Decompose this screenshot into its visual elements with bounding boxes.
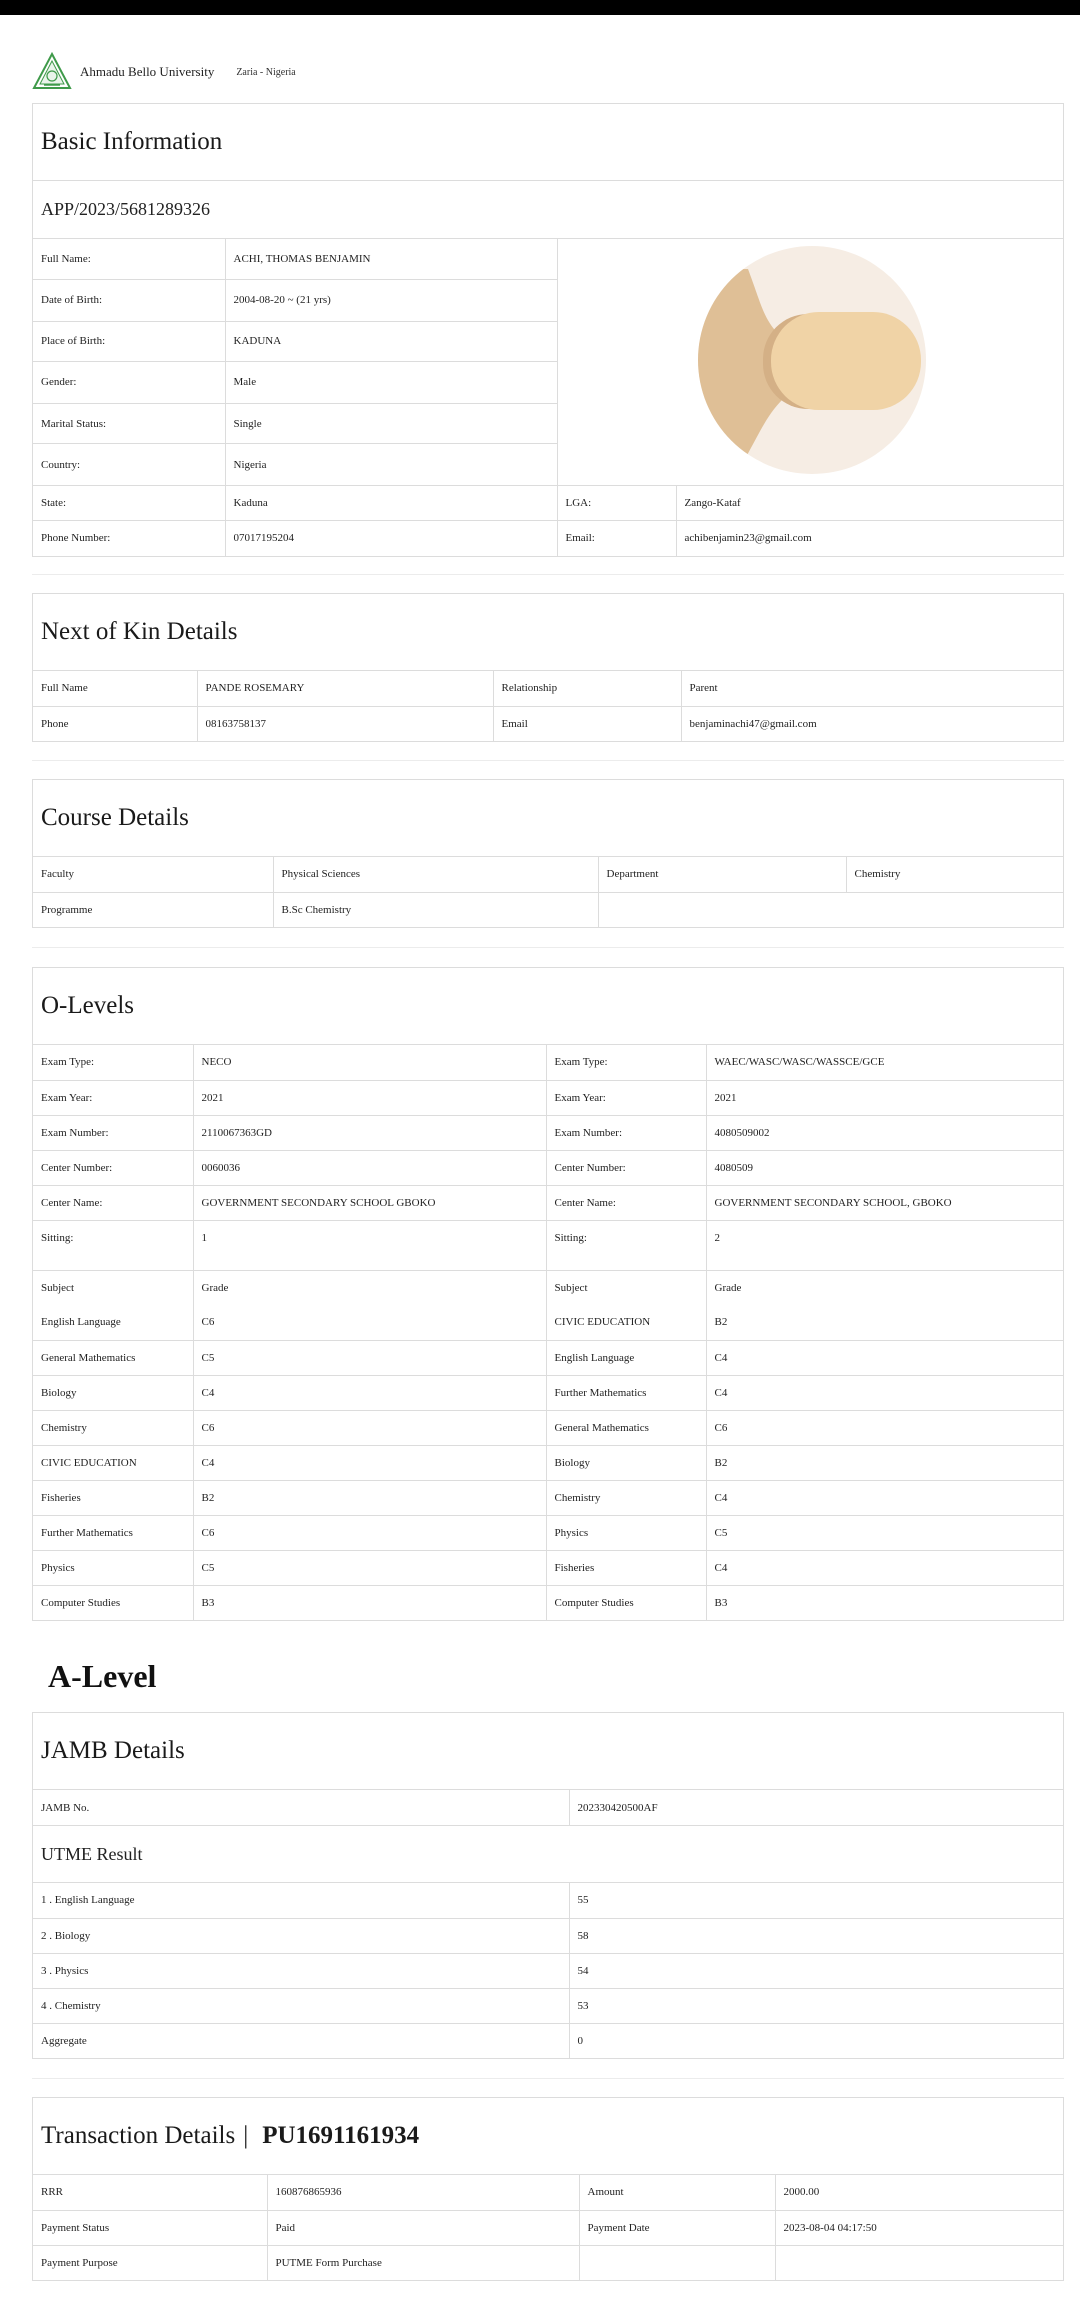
utme-subject: 2 . Biology	[33, 1918, 569, 1953]
table-row	[33, 1340, 1063, 1375]
marital-status-label: Marital Status:	[33, 403, 225, 444]
next-of-kin-table	[33, 671, 1063, 741]
top-bar	[0, 0, 1080, 15]
subject-name-2: Further Mathematics	[546, 1375, 706, 1410]
divider	[32, 760, 1064, 761]
exam-info-label-1: Exam Number:	[33, 1115, 193, 1150]
jamb-details-title: JAMB Details	[33, 1713, 1063, 1790]
empty-cell	[775, 2245, 1063, 2280]
table-row	[33, 1550, 1063, 1585]
full-name-value: ACHI, THOMAS BENJAMIN	[225, 239, 557, 280]
table-row	[33, 1790, 1063, 1825]
exam-info-value-2: 2	[706, 1220, 1063, 1255]
subject-grade-2: B2	[706, 1305, 1063, 1340]
payment-purpose-value: PUTME Form Purchase	[267, 2245, 579, 2280]
exam-info-value-1: GOVERNMENT SECONDARY SCHOOL GBOKO	[193, 1185, 546, 1220]
o-levels-card	[32, 967, 1064, 1621]
payment-date-label: Payment Date	[579, 2210, 775, 2245]
table-row	[33, 1305, 1063, 1340]
next-of-kin-title: Next of Kin Details	[33, 594, 1063, 671]
utme-subject: 3 . Physics	[33, 1953, 569, 1988]
exam-info-value-2: WAEC/WASC/WASC/WASSCE/GCE	[706, 1045, 1063, 1080]
subject-name-2: Chemistry	[546, 1480, 706, 1515]
state-label: State:	[33, 486, 225, 521]
department-value: Chemistry	[846, 857, 1063, 892]
table-row	[33, 1375, 1063, 1410]
subject-grade-1: B3	[193, 1585, 546, 1620]
exam-info-label-2: Sitting:	[546, 1220, 706, 1255]
university-location: Zaria - Nigeria	[236, 66, 296, 78]
table-row	[33, 1115, 1063, 1150]
table-row	[33, 1918, 1063, 1953]
payment-status-label: Payment Status	[33, 2210, 267, 2245]
divider	[32, 574, 1064, 575]
rrr-label: RRR	[33, 2175, 267, 2210]
basic-information-card	[32, 103, 1064, 557]
utme-subject: Aggregate	[33, 2023, 569, 2058]
gender-value: Male	[225, 362, 557, 404]
course-details-table	[33, 857, 1063, 927]
table-row	[33, 706, 1063, 741]
divider	[32, 947, 1064, 948]
table-row	[33, 1185, 1063, 1220]
subject-name-1: Further Mathematics	[33, 1515, 193, 1550]
subject-grade-1: C4	[193, 1445, 546, 1480]
marital-status-value: Single	[225, 403, 557, 444]
payment-purpose-label: Payment Purpose	[33, 2245, 267, 2280]
exam-info-value-2: 4080509	[706, 1150, 1063, 1185]
o-levels-title: O-Levels	[33, 968, 1063, 1045]
exam-info-label-2: Center Name:	[546, 1185, 706, 1220]
amount-value: 2000.00	[775, 2175, 1063, 2210]
jamb-number-value: 202330420500AF	[569, 1790, 1063, 1825]
country-label: Country:	[33, 444, 225, 486]
next-of-kin-card	[32, 593, 1064, 742]
a-level-heading: A-Level	[48, 1658, 157, 1694]
utme-score: 0	[569, 2023, 1063, 2058]
table-row	[33, 1080, 1063, 1115]
table-row	[33, 486, 1063, 521]
table-row	[33, 1150, 1063, 1185]
exam-info-label-2: Exam Type:	[546, 1045, 706, 1080]
transaction-code: PU1691161934	[262, 2122, 420, 2149]
subject-grade-1: C6	[193, 1515, 546, 1550]
kin-name-label: Full Name	[33, 671, 197, 706]
exam-info-value-2: GOVERNMENT SECONDARY SCHOOL, GBOKO	[706, 1185, 1063, 1220]
header	[32, 52, 296, 92]
subject-grade-2: C4	[706, 1480, 1063, 1515]
subject-grade-2: B2	[706, 1445, 1063, 1480]
phone-label: Phone Number:	[33, 521, 225, 556]
table-row	[33, 1410, 1063, 1445]
place-of-birth-value: KADUNA	[225, 321, 557, 362]
exam-info-label-1: Sitting:	[33, 1220, 193, 1255]
table-row	[33, 1988, 1063, 2023]
table-row	[33, 1045, 1063, 1080]
subject-grade-2: C6	[706, 1410, 1063, 1445]
table-row	[33, 1445, 1063, 1480]
exam-info-value-1: 1	[193, 1220, 546, 1255]
subject-grade-1: C4	[193, 1375, 546, 1410]
gender-label: Gender:	[33, 362, 225, 404]
table-row	[33, 1953, 1063, 1988]
subject-name-1: CIVIC EDUCATION	[33, 1445, 193, 1480]
transaction-details-title	[33, 2098, 1063, 2175]
transaction-table	[33, 2175, 1063, 2280]
table-row	[33, 1220, 1063, 1255]
payment-status-value: Paid	[267, 2210, 579, 2245]
kin-name-value: PANDE ROSEMARY	[197, 671, 493, 706]
exam-info-value-2: 4080509002	[706, 1115, 1063, 1150]
table-row	[33, 239, 1063, 280]
exam-info-label-1: Center Name:	[33, 1185, 193, 1220]
email-label: Email:	[557, 521, 676, 556]
subject-name-1: Biology	[33, 1375, 193, 1410]
dob-label: Date of Birth:	[33, 280, 225, 322]
subject-name-2: CIVIC EDUCATION	[546, 1305, 706, 1340]
amount-label: Amount	[579, 2175, 775, 2210]
exam-info-label-1: Exam Year:	[33, 1080, 193, 1115]
university-name: Ahmadu Bello University	[80, 64, 215, 79]
table-row	[33, 1480, 1063, 1515]
subject-name-1: English Language	[33, 1305, 193, 1340]
kin-relationship-label: Relationship	[493, 671, 681, 706]
table-row	[33, 2210, 1063, 2245]
subject-header-2: Subject	[546, 1270, 706, 1305]
title-separator: |	[243, 2122, 249, 2149]
application-number: APP/2023/5681289326	[33, 181, 1063, 239]
subject-name-1: Physics	[33, 1550, 193, 1585]
table-header-row	[33, 1270, 1063, 1305]
kin-email-value: benjaminachi47@gmail.com	[681, 706, 1063, 741]
kin-phone-value: 08163758137	[197, 706, 493, 741]
subject-name-2: Biology	[546, 1445, 706, 1480]
subject-grade-2: C5	[706, 1515, 1063, 1550]
utme-result-title: UTME Result	[33, 1825, 1063, 1883]
university-logo-icon	[32, 52, 72, 92]
state-value: Kaduna	[225, 486, 557, 521]
grade-header-1: Grade	[193, 1270, 546, 1305]
passport-photo-cell	[557, 239, 1063, 486]
exam-info-label-1: Center Number:	[33, 1150, 193, 1185]
o-levels-table	[33, 1045, 1063, 1620]
subject-grade-2: C4	[706, 1340, 1063, 1375]
utme-subject: 1 . English Language	[33, 1883, 569, 1918]
subject-grade-1: C5	[193, 1550, 546, 1585]
rrr-value: 160876865936	[267, 2175, 579, 2210]
department-label: Department	[598, 857, 846, 892]
utme-result-table	[33, 1883, 1063, 2058]
empty-cell	[579, 2245, 775, 2280]
full-name-label: Full Name:	[33, 239, 225, 280]
exam-info-value-2: 2021	[706, 1080, 1063, 1115]
empty-cell	[598, 892, 1063, 927]
programme-value: B.Sc Chemistry	[273, 892, 598, 927]
table-row	[33, 1585, 1063, 1620]
utme-subject: 4 . Chemistry	[33, 1988, 569, 2023]
course-details-title: Course Details	[33, 780, 1063, 857]
subject-grade-1: C6	[193, 1410, 546, 1445]
payment-date-value: 2023-08-04 04:17:50	[775, 2210, 1063, 2245]
faculty-value: Physical Sciences	[273, 857, 598, 892]
transaction-title-text: Transaction Details	[41, 2122, 236, 2149]
place-of-birth-label: Place of Birth:	[33, 321, 225, 362]
avatar	[558, 239, 1064, 482]
subject-name-2: Physics	[546, 1515, 706, 1550]
subject-name-1: Chemistry	[33, 1410, 193, 1445]
subject-name-2: Computer Studies	[546, 1585, 706, 1620]
exam-info-value-1: NECO	[193, 1045, 546, 1080]
kin-phone-label: Phone	[33, 706, 197, 741]
jamb-number-table	[33, 1790, 1063, 1825]
programme-label: Programme	[33, 892, 273, 927]
country-value: Nigeria	[225, 444, 557, 486]
lga-label: LGA:	[557, 486, 676, 521]
jamb-number-label: JAMB No.	[33, 1790, 569, 1825]
subject-name-1: General Mathematics	[33, 1340, 193, 1375]
subject-name-1: Computer Studies	[33, 1585, 193, 1620]
basic-information-title: Basic Information	[33, 104, 1063, 181]
exam-info-label-1: Exam Type:	[33, 1045, 193, 1080]
dob-value: 2004-08-20 ~ (21 yrs)	[225, 280, 557, 322]
basic-info-table	[33, 239, 1063, 556]
phone-value: 07017195204	[225, 521, 557, 556]
exam-info-label-2: Exam Number:	[546, 1115, 706, 1150]
subject-grade-2: C4	[706, 1550, 1063, 1585]
exam-info-label-2: Center Number:	[546, 1150, 706, 1185]
subject-header-1: Subject	[33, 1270, 193, 1305]
table-row	[33, 857, 1063, 892]
table-row	[33, 2245, 1063, 2280]
divider	[32, 2078, 1064, 2079]
subject-grade-2: B3	[706, 1585, 1063, 1620]
subject-name-1: Fisheries	[33, 1480, 193, 1515]
table-row	[33, 1883, 1063, 1918]
lga-value: Zango-Kataf	[676, 486, 1063, 521]
utme-score: 58	[569, 1918, 1063, 1953]
table-row	[33, 2023, 1063, 2058]
table-row	[33, 1515, 1063, 1550]
grade-header-2: Grade	[706, 1270, 1063, 1305]
spacer-row	[33, 1255, 1063, 1270]
utme-score: 55	[569, 1883, 1063, 1918]
exam-info-value-1: 2110067363GD	[193, 1115, 546, 1150]
table-row	[33, 671, 1063, 706]
subject-grade-1: C5	[193, 1340, 546, 1375]
subject-grade-2: C4	[706, 1375, 1063, 1410]
table-row	[33, 2175, 1063, 2210]
utme-score: 54	[569, 1953, 1063, 1988]
faculty-label: Faculty	[33, 857, 273, 892]
subject-grade-1: C6	[193, 1305, 546, 1340]
exam-info-label-2: Exam Year:	[546, 1080, 706, 1115]
kin-email-label: Email	[493, 706, 681, 741]
exam-info-value-1: 2021	[193, 1080, 546, 1115]
email-value: achibenjamin23@gmail.com	[676, 521, 1063, 556]
subject-name-2: General Mathematics	[546, 1410, 706, 1445]
kin-relationship-value: Parent	[681, 671, 1063, 706]
subject-name-2: Fisheries	[546, 1550, 706, 1585]
exam-info-value-1: 0060036	[193, 1150, 546, 1185]
subject-name-2: English Language	[546, 1340, 706, 1375]
course-details-card	[32, 779, 1064, 928]
utme-score: 53	[569, 1988, 1063, 2023]
transaction-details-card	[32, 2097, 1064, 2281]
subject-grade-1: B2	[193, 1480, 546, 1515]
table-row	[33, 892, 1063, 927]
jamb-details-card	[32, 1712, 1064, 2059]
table-row	[33, 521, 1063, 556]
